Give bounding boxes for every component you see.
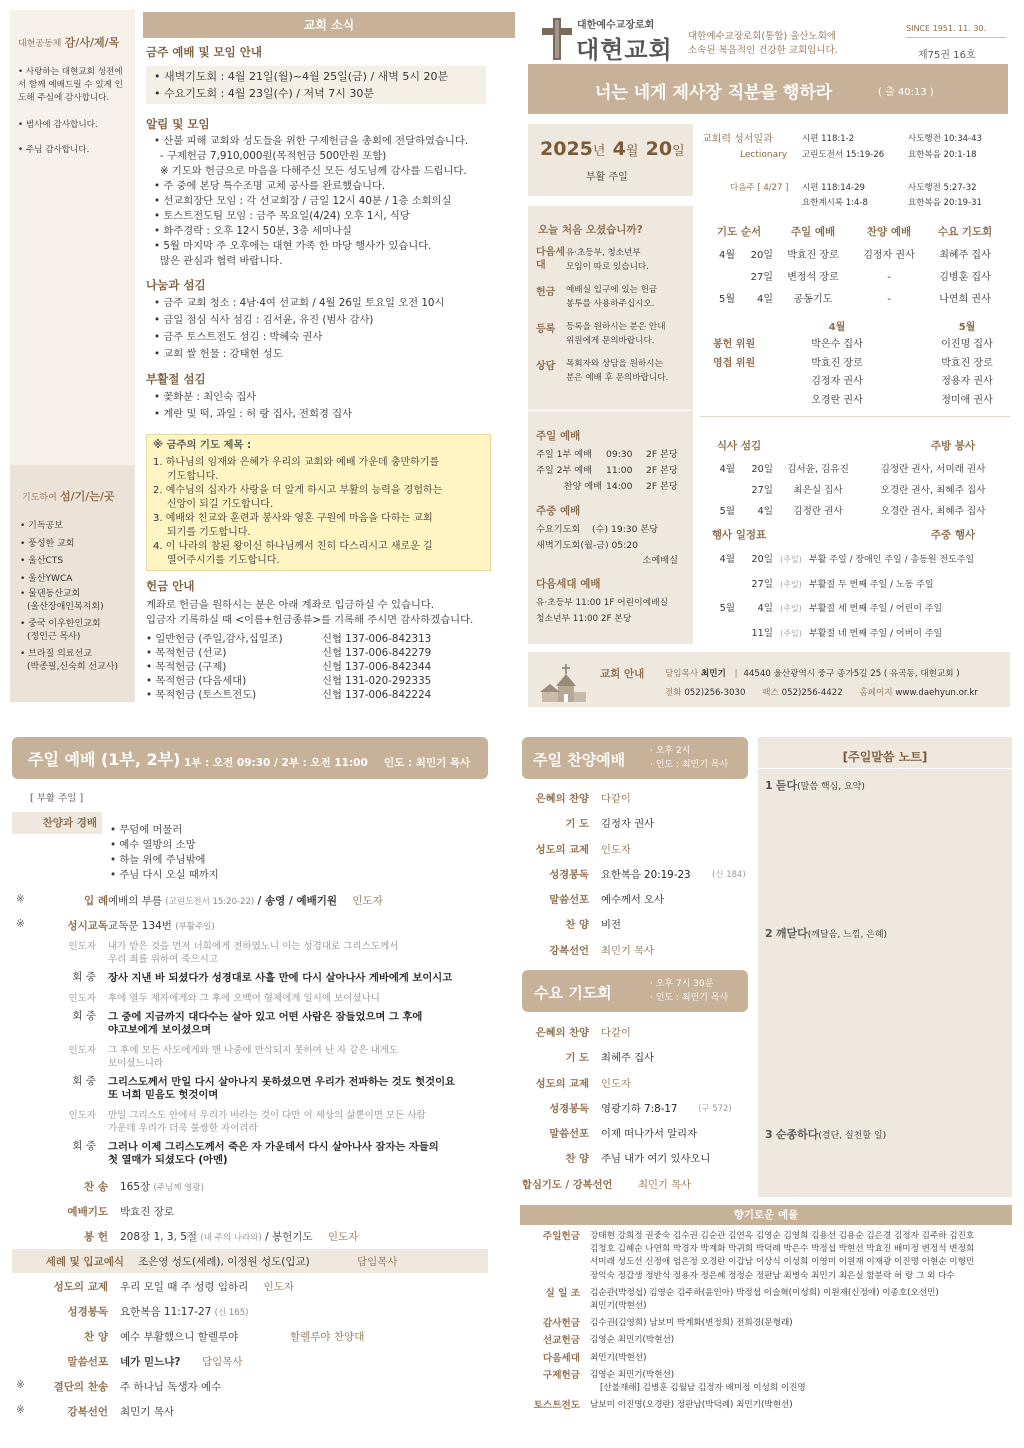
order-value: 이제 떠나가서 알리자 bbox=[601, 1128, 698, 1141]
offering-type: 감사헌금 bbox=[542, 1318, 580, 1330]
order-label: 찬 양 bbox=[565, 919, 589, 932]
lect-r3a: 시편 118:14-29 bbox=[802, 183, 865, 193]
roles-table: 기도 순서 주일 예배 찬양 예배 수요 기도회 4월 20일 박효진 장로 김정자 권사 최혜주 집사 27일 변정석 장로 - 김병훈 집사 5월 4일 공동기도 - 나연희 권사 bbox=[716, 226, 993, 305]
church-info-label: 교회 안내 bbox=[600, 668, 645, 680]
lect-r3b: 사도행전 5:27-32 bbox=[908, 183, 977, 193]
order-value: 요한복음 20:19-23 bbox=[601, 868, 691, 881]
motto-text: 너는 네게 제사장 직분을 행하라 bbox=[595, 83, 833, 103]
gratitude-heading: 대현공동체 감/사/제/목 bbox=[18, 36, 120, 49]
order-value: 영광기하 7:8-17 bbox=[601, 1102, 678, 1115]
speaker-label: 인도자 bbox=[68, 1045, 96, 1056]
offering-guide: 헌금 안내 계좌로 헌금을 원하시는 분은 아래 계좌로 입금하실 수 있습니다. 입금자 기록하실 때 <이름+헌금종류>를 기록해 주시면 감사하겠습니다. • 일반헌금 (주일,감사,십일조) 신협 137-006-842313 • 목적헌금 (선교) 신협 137-006-842279 • 목적헌금 (구제) 신협 137-006-842344 • 목적헌금 (다음세대) 신협 131-020-292335 • 목적헌금 (토스트전도) 신협 137-006-842224 bbox=[146, 578, 516, 702]
sunday-service-leader: 인도 : 최민기 목사 bbox=[384, 757, 471, 769]
worship-heading: 금주 예배 및 모임 안내 bbox=[146, 45, 262, 59]
prayer-place-list: • 기독공보 • 풍성한 교회 • 울산CTS • 울산YWCA • 물댄동산교회 (울산장애인복지회) • 중국 이우한인교회 (정인근 목사) • 브라질 의료선교 (박종필,신숙희 선교사) bbox=[20, 521, 118, 672]
speaker-label: 인도자 bbox=[68, 993, 96, 1004]
order-label: 강복선언 bbox=[549, 944, 589, 957]
order-label: 말씀선포 bbox=[549, 894, 589, 907]
order-label: 성경봉독 bbox=[549, 868, 589, 881]
reading-text: 우리 죄를 위하여 죽으시고 bbox=[108, 954, 219, 965]
offering-row bbox=[520, 1369, 1012, 1395]
offering-names: 남보미 이진명(오경란) 정판남(박덕례) 최민기(박현선) bbox=[590, 1400, 793, 1411]
gratitude-item: • 사랑하는 대현교회 성전에 서 함께 예배드릴 수 있게 인도해 주심에 감사합니다. bbox=[18, 67, 123, 103]
offering-row bbox=[520, 1352, 1012, 1365]
order-row bbox=[522, 942, 752, 967]
offering-list bbox=[520, 1230, 1012, 1416]
easter-heading: 부활절 섬김 bbox=[146, 372, 206, 386]
order-row bbox=[522, 1075, 752, 1100]
offering-names: 장익숙 정갑생 정반식 정용자 정은혜 정정순 정판남 최병숙 최민기 최은실 함분락 허 랑 그 외 다수 bbox=[590, 1270, 955, 1281]
order-row bbox=[522, 1176, 752, 1201]
motto-ref: ( 출 40:13 ) bbox=[878, 87, 934, 98]
praise-service-order bbox=[522, 790, 752, 967]
lect-r4b: 요한복음 20:19-31 bbox=[908, 198, 982, 208]
sunday-day-label: [ 부활 주일 ] bbox=[30, 793, 84, 804]
praise-label: 찬양과 경배 bbox=[42, 817, 97, 829]
account-list: • 일반헌금 (주일,감사,십일조) 신협 137-006-842313 • 목적헌금 (선교) 신협 137-006-842279 • 목적헌금 (구제) 신협 137-006-842344 • 목적헌금 (다음세대) 신협 131-020-292335 • 목적헌금 (토스트전도) 신협 137-006-842224 bbox=[146, 633, 432, 701]
wed-service-order bbox=[522, 1024, 752, 1201]
order-label: 기 도 bbox=[565, 1052, 589, 1065]
praise-service-title: 주일 찬양예배 bbox=[533, 751, 626, 769]
order-label: 성경봉독 bbox=[549, 1102, 589, 1115]
praise-service-meta: · 오후 2시 · 인도 : 최민기 목사 bbox=[650, 746, 729, 770]
order-value: 인도자 bbox=[601, 1077, 631, 1090]
order-label: 성도의 교제 bbox=[535, 843, 589, 856]
order-row bbox=[522, 1024, 752, 1049]
lectionary: 교회력 성서일과 bbox=[702, 134, 773, 145]
committee-table: 4월 5월 봉헌 위원 박은수 집사 이진명 집사 영접 위원 박효진 장로 박효진 장로 김정자 권사 정용자 권사 오경란 권사 정미애 권사 bbox=[713, 322, 993, 406]
praise-songs: • 무덤에 머물러 • 예수 열방의 소망 • 하늘 위에 주님밖에 • 주님 다시 오실 때까지 bbox=[110, 824, 219, 881]
speaker-label: 회 중 bbox=[72, 1075, 96, 1087]
offering-type: 토스트전도 bbox=[533, 1400, 580, 1412]
offering-names: 김영순 최민기(박현선) bbox=[590, 1335, 675, 1346]
divider bbox=[700, 416, 1010, 417]
order-row bbox=[522, 1049, 752, 1074]
offering-type: 다음세대 bbox=[542, 1352, 580, 1364]
gratitude-item: • 주님 감사합니다. bbox=[18, 145, 90, 155]
order-value: 예수께서 오사 bbox=[601, 894, 664, 907]
note-2: 2 깨닫다(깨달음, 느낌, 은혜) bbox=[765, 927, 888, 940]
share-heading: 나눔과 섬김 bbox=[146, 278, 206, 292]
church-logo-icon bbox=[540, 18, 574, 60]
order-label: 은혜의 찬양 bbox=[535, 1027, 589, 1039]
reading-text: 야고보에게 보이셨으며 bbox=[108, 1024, 212, 1036]
reading-text: 또 너희 믿음도 헛것이며 bbox=[108, 1089, 219, 1101]
volume-label: 제75권 16호 bbox=[918, 50, 976, 61]
order-row bbox=[522, 866, 752, 891]
wed-service-meta: · 오후 7시 30분 · 인도 : 최민기 목사 bbox=[650, 979, 729, 1003]
offering-names: 최민기(박현선) bbox=[590, 1301, 647, 1312]
offering-row bbox=[520, 1317, 1012, 1330]
order-row bbox=[522, 891, 752, 916]
speaker-label: 인도자 bbox=[68, 1110, 96, 1121]
visitor-title: 오늘 처음 오셨습니까? bbox=[538, 224, 643, 236]
speaker-label: 회 중 bbox=[72, 971, 96, 983]
offering-type: 실 일 조 bbox=[545, 1287, 580, 1299]
order-value: 다같이 bbox=[601, 1027, 631, 1039]
church-info-line2: 전화 052)256-3030 팩스 052)256-4422 홈페이지 www.daehyun.or.kr bbox=[665, 688, 978, 698]
order-value: 인도자 bbox=[601, 843, 631, 856]
lect-r4a: 요한계시록 1:4-8 bbox=[802, 198, 868, 208]
order-row bbox=[522, 1125, 752, 1150]
reading-text: 그러나 이제 그리스도께서 죽은 자 가운데서 다시 살아나사 잠자는 자들의 bbox=[108, 1141, 439, 1153]
reading-text: 첫 열매가 되셨도다 (아멘) bbox=[108, 1154, 228, 1166]
speaker-label: 인도자 bbox=[68, 941, 96, 952]
note-3: 3 순종하다(결단, 실천할 일) bbox=[765, 1128, 887, 1141]
since-label: SINCE 1951. 11. 30. bbox=[906, 24, 1006, 38]
offering-row bbox=[520, 1230, 1012, 1283]
order-value: 비전 bbox=[601, 919, 621, 932]
order-label: 기 도 bbox=[565, 818, 589, 831]
order-row bbox=[522, 815, 752, 840]
lect-r1a: 시편 118:1-2 bbox=[802, 134, 855, 144]
order-ref: (신 184) bbox=[712, 869, 746, 880]
order-row bbox=[522, 841, 752, 866]
notice-heading: 알림 및 모임 bbox=[146, 117, 210, 131]
offering-type: 주일헌금 bbox=[542, 1231, 580, 1242]
service-date: 2025년 4월 20일 bbox=[540, 138, 685, 160]
divider bbox=[758, 768, 1012, 769]
baptism-row: 세례 및 입교예식 조은영 성도(세례), 이정원 성도(입교) 담임목사 bbox=[12, 1249, 488, 1273]
order-row bbox=[522, 1150, 752, 1175]
news-body: 금주 예배 및 모임 안내 • 새벽기도회 : 4월 21일(월)~4월 25일(금) / 새벽 5시 20분 • 수요기도회 : 4월 23일(수) / 저녁 7시 30분 알림 및 모임 • 산불 피해 교회와 성도들을 위한 구제헌금을 총회에 전달하였습니다. - 구제헌금 7,910,000원(목적헌금 500만원 포함) ※ 기도와 헌금으로 마음을 다해주신 모든 성도님께 감사를 드립니다. • 주 중에 본당 특수조명 교체 공사를 완료했습니다. • 선교회장단 모임 : 각 선교회장 / 금일 12시 40분 / 1층 소회의실 • 토스트전도팀 모임 : 금주 목요일(4/24) 오후 1시, 식당 • 화주경락 : 오후 12시 50분, 3층 세미나실 • 5월 마지막 주 오후에는 대현 가족 한 마당 행사가 있습니다. 많은 관심과 협력 바랍니다. 나눔과 섬김 • 금주 교회 청소 : 4남·4여 선교회 / 4월 26일 토요일 오전 10시 • 금일 점심 식사 섬김 : 김서윤, 유진 (범사 감사) • 금주 토스트전도 섬김 : 박혜숙 권사 • 교회 쌀 헌물 : 강태현 성도 부활절 섬김 • 꽃화분 : 최인숙 집사 • 계란 및 떡, 과일 : 허 랑 집사, 전희경 집사 bbox=[146, 44, 516, 423]
order-label: 성도의 교제 bbox=[535, 1077, 589, 1090]
offering-names: 강태현 강희정 권중숙 김수권 김순관 김연옥 김영순 김영희 김용선 김용순 김은경 김정자 김주하 김진호 bbox=[590, 1231, 975, 1241]
speaker-label: 회 중 bbox=[72, 1140, 96, 1152]
prayer-place-heading: 기도하여 섬/기/는/곳 bbox=[22, 490, 115, 503]
offering-names: 최민기(박현선) bbox=[590, 1352, 647, 1363]
order-value: 다같이 bbox=[601, 793, 631, 805]
note-1: 1 듣다(말씀 핵심, 요약) bbox=[765, 779, 865, 792]
order-label: 찬 양 bbox=[565, 1153, 589, 1166]
reading-text: 만일 그리스도 안에서 우리가 바라는 것이 다만 이 세상의 삶뿐이면 모든 사람 bbox=[108, 1110, 426, 1121]
church-desc: 대한예수교장로회(통합) 울산노회에 소속된 복음적인 건강한 교회입니다. bbox=[688, 31, 838, 56]
gratitude-item: • 범사에 감사합니다. bbox=[18, 120, 98, 130]
reading-text: 가운데 우리가 더욱 불쌍한 자이리라 bbox=[108, 1123, 258, 1134]
denomination: 대한예수교장로회 bbox=[577, 20, 655, 31]
order-label: 말씀선포 bbox=[549, 1128, 589, 1141]
order-row bbox=[522, 790, 752, 815]
church-building-icon bbox=[536, 662, 588, 704]
offering-list-bar: 향기로운 예물 bbox=[520, 1205, 1012, 1225]
service-day-label: 부활 주일 bbox=[586, 172, 628, 183]
visitor-list: 다음세대 유·초등부, 청소년부 모임이 따로 있습니다. 헌금 예배실 입구에 있는 헌금 봉투를 사용하주십시오. 등록 등록을 원하시는 분은 안내 위원에게 문의바랍니다. 상담 목회자와 상담을 원하시는 분은 예배 후 문의바랍니다. bbox=[536, 247, 669, 383]
offering-row bbox=[520, 1334, 1012, 1347]
order-value: 주님 내가 여기 있사오니 bbox=[601, 1153, 711, 1166]
speaker-label: 회 중 bbox=[72, 1010, 96, 1022]
order-label: 은혜의 찬양 bbox=[535, 793, 589, 805]
sunday-service-time: 1부 : 오전 09:30 / 2부 : 오전 11:00 bbox=[184, 757, 368, 769]
lect-r2b: 요한복음 20:1-18 bbox=[908, 150, 977, 160]
church-name: 대현교회 bbox=[576, 36, 673, 64]
offering-row bbox=[520, 1399, 1012, 1412]
reading-text: 그 후에 모든 사도에게와 맨 나중에 만삭되지 못하여 난 자 같은 내게도 bbox=[108, 1045, 399, 1056]
prayer-topics-box: ※ 금주의 기도 제목 : 1. 하나님의 임재와 은혜가 우리의 교회와 예배 가운데 충만하기를 기도합니다. 2. 예수님의 십자가 사랑을 더 알게 하시고 부활의 능력을 경험하는 신앙이 되길 기도합니다. 3. 예배와 친교와 훈련과 봉사와 영혼 구원에 마음을 다하는 교회 되기를 기도합니다. 4. 이 나라의 참된 왕이신 하나님께서 친히 다스리시고 새로운 길 열어주시기를 기도합니다. bbox=[146, 434, 491, 571]
offering-names: [산불재해] 김병훈 김월남 김정자 배미정 이성희 이진명 bbox=[600, 1383, 806, 1394]
lect-r1b: 사도행전 10:34-43 bbox=[908, 134, 982, 144]
offering-type: 구제헌금 bbox=[542, 1369, 580, 1381]
divider bbox=[528, 410, 693, 411]
lectionary-sub: Lectionary bbox=[740, 150, 788, 160]
reading-text: 보이셨느니라 bbox=[108, 1058, 164, 1069]
reading-text: 장사 지낸 바 되셨다가 성경대로 사흘 만에 다시 살아나사 게바에게 보이시고 bbox=[108, 972, 453, 984]
offering-names: 김영순 최민기(박현선) bbox=[590, 1369, 675, 1380]
order-row bbox=[522, 1100, 752, 1125]
offering-names: 김순관(박정섭) 김영순 김주하(윤인아) 박정섭 이슬혁(이성희) 이원재(신정애) 이종호(오선민) bbox=[590, 1287, 939, 1298]
offering-names: 김수권(김영희) 남보미 박계화(변정희) 전희경(문형래) bbox=[590, 1318, 793, 1329]
reading-text: 후에 열두 제자에게와 그 후에 오백여 형제에게 일시에 보이셨나니 bbox=[108, 993, 380, 1004]
wed-service-title: 수요 기도회 bbox=[534, 984, 612, 1002]
sunday-service-title: 주일 예배 (1부, 2부) bbox=[28, 750, 181, 769]
offering-names: 서미래 성도선 신정애 엄은정 오경란 이갑남 이상식 이성희 이영미 이원재 이재광 이진명 이현순 이형민 bbox=[590, 1257, 975, 1268]
gratitude-list bbox=[18, 66, 130, 157]
order-value: 최민기 목사 bbox=[638, 1178, 692, 1191]
schedule-table: 행사 일정표 주중 행사 4월 20일 (주일) 부활 주일 / 장애인 주일 / 총동원 전도주일 27일 (주일) 부활절 두 번째 주일 / 노동 주일 5월 4일 (주일) 부활절 세 번째 주일 / 어린이 주일 11일 (주일) 부활절 네 번째 주일 / 어버이 주일 bbox=[711, 529, 976, 639]
lect-next-label: 다음주 [ 4/27 ] bbox=[730, 183, 789, 193]
order-value: 김정자 권사 bbox=[601, 818, 655, 831]
order-ref: (구 572) bbox=[698, 1103, 732, 1114]
sermon-notes-title: [주일말씀 노트] bbox=[842, 750, 928, 764]
offering-names: 김청호 김혜순 나연희 박경자 박계화 박귀희 박덕례 박은수 박정섭 박현선 박효진 배미정 변정석 변정희 bbox=[590, 1244, 975, 1255]
order-value: 최민기 목사 bbox=[601, 944, 655, 957]
order-row bbox=[522, 916, 752, 941]
church-info-line1: 담임목사 최민기 | 44540 울산광역시 중구 종가5길 25 ( 유곡동, 대현교회 ) bbox=[665, 669, 960, 679]
offering-row bbox=[520, 1287, 1012, 1313]
reading-text: 그 중에 지금까지 대다수는 살아 있고 어떤 사람은 잠들었으며 그 후에 bbox=[108, 1011, 423, 1023]
lect-r2a: 고린도전서 15:19-26 bbox=[802, 150, 885, 160]
date-box bbox=[528, 124, 693, 196]
order-value: 최혜주 집사 bbox=[601, 1052, 655, 1065]
service-times: 주일 예배 주일 1부 예배 09:30 2F 본당 주일 2부 예배 11:00 2F 본당 찬양 예배 14:00 2F 본당 주중 예배 수요기도회 (수) 19:30 본당 새벽기도회(월-금) 05:20 소예배실 다음세대 예배 유·초등부 11:00 1F 어린이예배실 청소년부 11:00 2F 본당 bbox=[536, 430, 678, 624]
news-title-bar: 교회 소식 bbox=[143, 12, 515, 38]
reading-text: 그리스도께서 만일 다시 살아나지 못하셨으면 우리가 전파하는 것도 헛것이요 bbox=[108, 1076, 455, 1088]
meal-table: 식사 섬김 주방 봉사 4월 20일 김서윤, 김유진 김정란 권사, 서미래 권사 27일 최은실 집사 오경란 권사, 최혜주 집사 5월 4일 김정란 권사 오경란 권사, 최혜주 집사 bbox=[716, 440, 986, 517]
order-label: 합심기도 / 강복선언 bbox=[522, 1178, 613, 1191]
reading-text: 내가 받은 것을 먼저 너희에게 전하였노니 이는 성경대로 그리스도께서 bbox=[108, 941, 399, 952]
offering-type: 선교헌금 bbox=[542, 1335, 580, 1347]
